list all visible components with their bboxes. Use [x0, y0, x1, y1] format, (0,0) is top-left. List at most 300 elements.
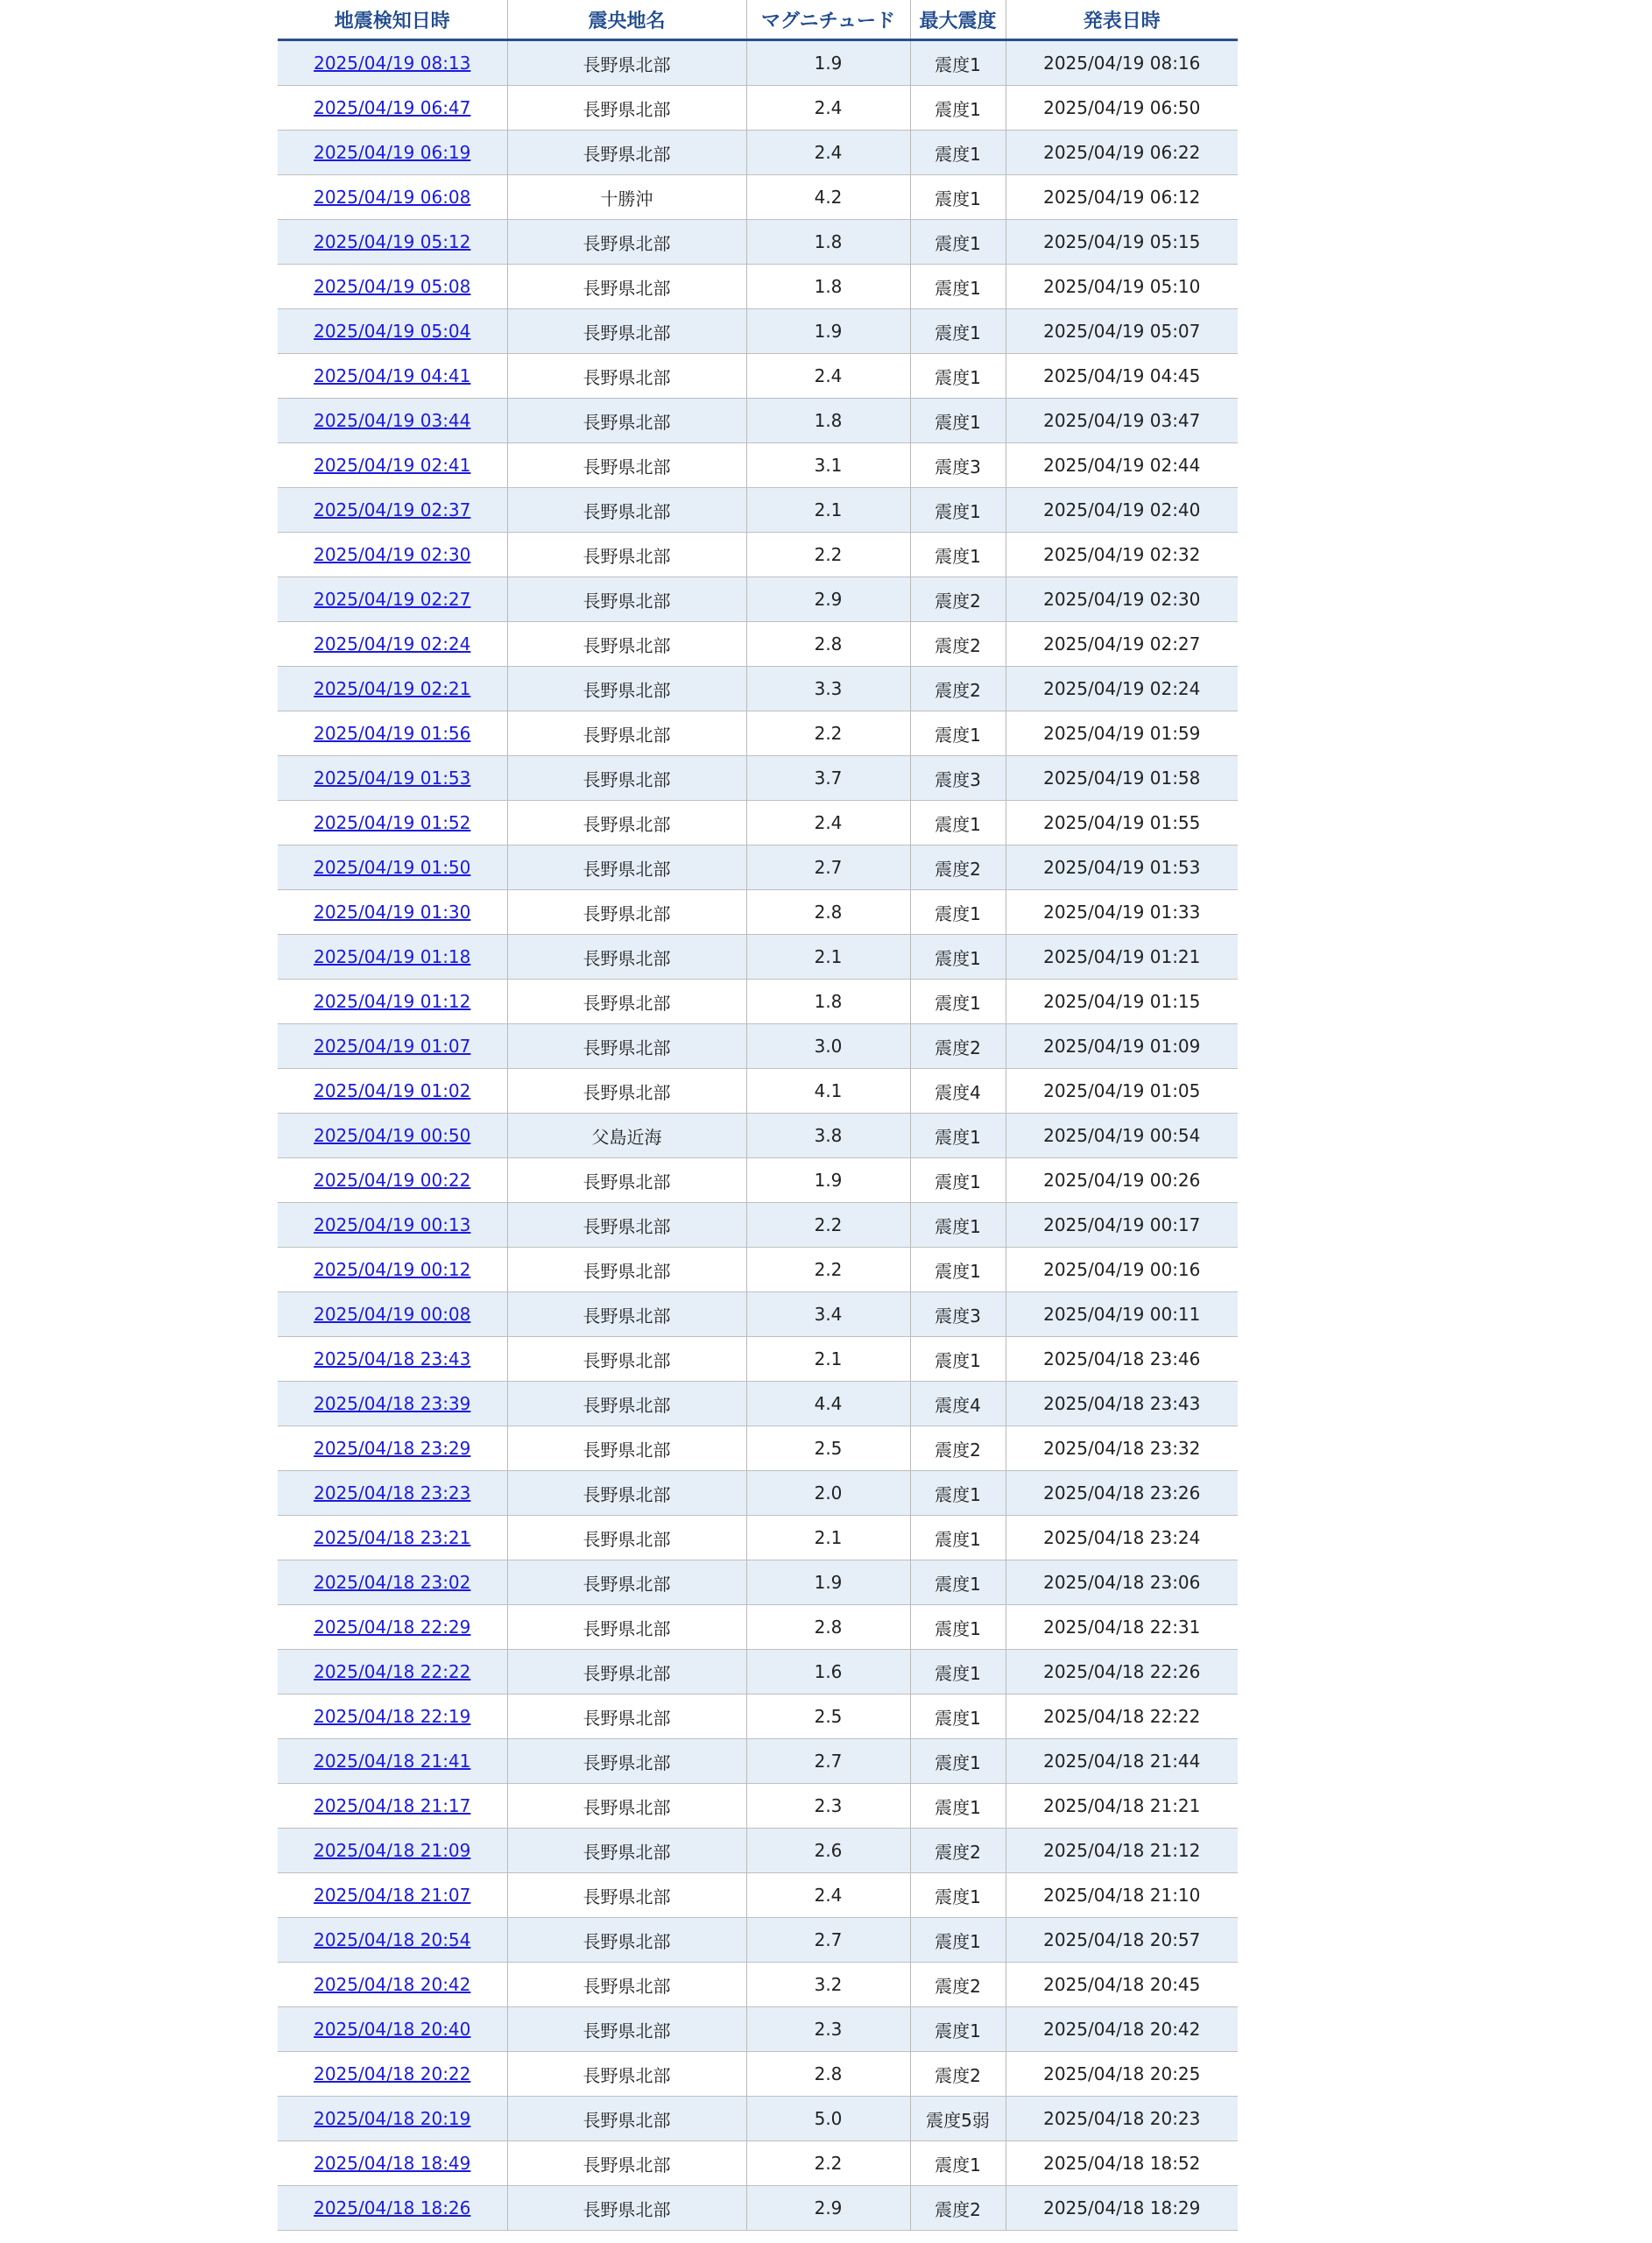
max-intensity-cell: 震度2 [910, 1024, 1006, 1069]
table-row [278, 399, 1238, 443]
epicenter-cell: 長野県北部 [507, 1203, 746, 1248]
detect-time-cell [278, 443, 507, 488]
table-row [278, 86, 1238, 131]
table-row [278, 533, 1238, 577]
detect-time-cell [278, 1203, 507, 1248]
detect-time-cell [278, 622, 507, 667]
magnitude-cell: 2.5 [746, 1426, 910, 1471]
detect-time-cell [278, 1471, 507, 1516]
max-intensity-cell: 震度2 [910, 846, 1006, 890]
magnitude-cell: 1.6 [746, 1650, 910, 1695]
table-row [278, 711, 1238, 756]
announce-time-cell: 2025/04/19 00:26 [1006, 1158, 1238, 1203]
magnitude-cell: 1.8 [746, 265, 910, 309]
detect-time-link[interactable]: 2025/04/19 02:30 [314, 544, 471, 565]
announce-time-cell: 2025/04/18 22:31 [1006, 1605, 1238, 1650]
table-body [278, 40, 1238, 2231]
max-intensity-cell: 震度1 [910, 711, 1006, 756]
max-intensity-cell: 震度1 [910, 86, 1006, 131]
detect-time-cell [278, 890, 507, 935]
detect-time-link[interactable]: 2025/04/19 04:41 [314, 365, 471, 386]
announce-time-cell: 2025/04/19 01:09 [1006, 1024, 1238, 1069]
table-row [278, 309, 1238, 354]
announce-time-cell: 2025/04/18 23:43 [1006, 1382, 1238, 1426]
epicenter-cell: 長野県北部 [507, 667, 746, 711]
max-intensity-cell: 震度1 [910, 1560, 1006, 1605]
announce-time-cell: 2025/04/18 23:32 [1006, 1426, 1238, 1471]
table-row [278, 1918, 1238, 1963]
table-row [278, 2186, 1238, 2231]
epicenter-cell: 長野県北部 [507, 935, 746, 980]
max-intensity-cell: 震度1 [910, 1203, 1006, 1248]
header-epicenter: 震央地名 [507, 0, 746, 40]
table-row [278, 1963, 1238, 2007]
magnitude-cell: 3.0 [746, 1024, 910, 1069]
detect-time-cell [278, 1069, 507, 1114]
magnitude-cell: 2.0 [746, 1471, 910, 1516]
epicenter-cell: 長野県北部 [507, 1560, 746, 1605]
detect-time-link[interactable]: 2025/04/19 01:56 [314, 723, 471, 744]
table-row [278, 2052, 1238, 2097]
magnitude-cell: 2.9 [746, 2186, 910, 2231]
detect-time-link[interactable]: 2025/04/19 06:08 [314, 187, 471, 208]
detect-time-cell [278, 846, 507, 890]
detect-time-cell [278, 1963, 507, 2007]
magnitude-cell: 1.9 [746, 1158, 910, 1203]
detect-time-link[interactable]: 2025/04/18 23:23 [314, 1482, 471, 1504]
detect-time-link[interactable]: 2025/04/18 20:54 [314, 1929, 471, 1950]
detect-time-link[interactable]: 2025/04/19 02:21 [314, 678, 471, 699]
max-intensity-cell: 震度2 [910, 1963, 1006, 2007]
announce-time-cell: 2025/04/19 00:54 [1006, 1114, 1238, 1158]
detect-time-cell [278, 1650, 507, 1695]
table-row [278, 577, 1238, 622]
magnitude-cell: 1.8 [746, 980, 910, 1024]
max-intensity-cell: 震度1 [910, 399, 1006, 443]
detect-time-link[interactable]: 2025/04/19 01:12 [314, 991, 471, 1012]
detect-time-cell [278, 980, 507, 1024]
detect-time-link[interactable]: 2025/04/18 21:09 [314, 1840, 471, 1861]
detect-time-cell [278, 131, 507, 175]
detect-time-link[interactable]: 2025/04/19 05:08 [314, 276, 471, 297]
detect-time-cell [278, 711, 507, 756]
magnitude-cell: 2.4 [746, 131, 910, 175]
detect-time-link[interactable]: 2025/04/19 00:08 [314, 1304, 471, 1325]
max-intensity-cell: 震度4 [910, 1382, 1006, 1426]
detect-time-link[interactable]: 2025/04/18 18:49 [314, 2153, 471, 2174]
magnitude-cell: 2.2 [746, 1203, 910, 1248]
announce-time-cell: 2025/04/18 21:44 [1006, 1739, 1238, 1784]
table-row [278, 1829, 1238, 1873]
epicenter-cell: 長野県北部 [507, 2007, 746, 2052]
max-intensity-cell: 震度1 [910, 2007, 1006, 2052]
detect-time-link[interactable]: 2025/04/19 06:19 [314, 142, 471, 163]
epicenter-cell: 長野県北部 [507, 265, 746, 309]
epicenter-cell: 十勝沖 [507, 175, 746, 220]
announce-time-cell: 2025/04/19 02:27 [1006, 622, 1238, 667]
header-detect-time: 地震検知日時 [278, 0, 507, 40]
detect-time-link[interactable]: 2025/04/19 01:07 [314, 1036, 471, 1057]
detect-time-cell [278, 1516, 507, 1560]
detect-time-cell [278, 1695, 507, 1739]
announce-time-cell: 2025/04/19 01:53 [1006, 846, 1238, 890]
detect-time-cell [278, 265, 507, 309]
table-row [278, 1695, 1238, 1739]
max-intensity-cell: 震度1 [910, 935, 1006, 980]
max-intensity-cell: 震度1 [910, 175, 1006, 220]
detect-time-cell [278, 1248, 507, 1292]
detect-time-link[interactable]: 2025/04/19 08:13 [314, 53, 471, 74]
epicenter-cell: 長野県北部 [507, 2097, 746, 2141]
detect-time-link[interactable]: 2025/04/19 01:50 [314, 857, 471, 878]
detect-time-cell [278, 1158, 507, 1203]
epicenter-cell: 長野県北部 [507, 1471, 746, 1516]
epicenter-cell: 長野県北部 [507, 443, 746, 488]
epicenter-cell: 長野県北部 [507, 622, 746, 667]
detect-time-cell [278, 577, 507, 622]
detect-time-link[interactable]: 2025/04/18 20:19 [314, 2108, 471, 2129]
magnitude-cell: 2.4 [746, 354, 910, 399]
epicenter-cell: 長野県北部 [507, 1695, 746, 1739]
max-intensity-cell: 震度3 [910, 443, 1006, 488]
detect-time-link[interactable]: 2025/04/19 05:04 [314, 321, 471, 342]
announce-time-cell: 2025/04/18 18:52 [1006, 2141, 1238, 2186]
detect-time-link[interactable]: 2025/04/19 00:22 [314, 1170, 471, 1191]
detect-time-cell [278, 1605, 507, 1650]
magnitude-cell: 2.7 [746, 1918, 910, 1963]
announce-time-cell: 2025/04/19 05:07 [1006, 309, 1238, 354]
epicenter-cell: 長野県北部 [507, 131, 746, 175]
announce-time-cell: 2025/04/18 23:26 [1006, 1471, 1238, 1516]
detect-time-link[interactable]: 2025/04/18 20:40 [314, 2019, 471, 2040]
magnitude-cell: 2.8 [746, 890, 910, 935]
detect-time-cell [278, 2097, 507, 2141]
announce-time-cell: 2025/04/19 00:17 [1006, 1203, 1238, 1248]
table-row [278, 1069, 1238, 1114]
detect-time-link[interactable]: 2025/04/18 23:39 [314, 1393, 471, 1414]
header-announce-time: 発表日時 [1006, 0, 1238, 40]
announce-time-cell: 2025/04/19 01:05 [1006, 1069, 1238, 1114]
detect-time-cell [278, 756, 507, 801]
magnitude-cell: 3.3 [746, 667, 910, 711]
max-intensity-cell: 震度1 [910, 1695, 1006, 1739]
detect-time-cell [278, 1114, 507, 1158]
max-intensity-cell: 震度1 [910, 131, 1006, 175]
table-header [278, 0, 1238, 40]
table-row [278, 1114, 1238, 1158]
detect-time-link[interactable]: 2025/04/18 22:29 [314, 1617, 471, 1638]
detect-time-link[interactable]: 2025/04/19 02:37 [314, 499, 471, 520]
detect-time-link[interactable]: 2025/04/19 02:27 [314, 589, 471, 610]
magnitude-cell: 2.5 [746, 1695, 910, 1739]
max-intensity-cell: 震度1 [910, 1784, 1006, 1829]
detect-time-cell [278, 2186, 507, 2231]
max-intensity-cell: 震度2 [910, 1829, 1006, 1873]
announce-time-cell: 2025/04/19 02:24 [1006, 667, 1238, 711]
announce-time-cell: 2025/04/19 08:16 [1006, 40, 1238, 86]
announce-time-cell: 2025/04/18 20:45 [1006, 1963, 1238, 2007]
max-intensity-cell: 震度1 [910, 801, 1006, 846]
epicenter-cell: 長野県北部 [507, 1918, 746, 1963]
max-intensity-cell: 震度3 [910, 756, 1006, 801]
detect-time-link[interactable]: 2025/04/19 01:52 [314, 812, 471, 833]
epicenter-cell: 長野県北部 [507, 399, 746, 443]
epicenter-cell: 長野県北部 [507, 2052, 746, 2097]
epicenter-cell: 長野県北部 [507, 1382, 746, 1426]
max-intensity-cell: 震度2 [910, 2052, 1006, 2097]
epicenter-cell: 父島近海 [507, 1114, 746, 1158]
detect-time-cell [278, 801, 507, 846]
detect-time-cell [278, 1024, 507, 1069]
magnitude-cell: 3.1 [746, 443, 910, 488]
announce-time-cell: 2025/04/18 21:12 [1006, 1829, 1238, 1873]
max-intensity-cell: 震度1 [910, 890, 1006, 935]
header-row [278, 0, 1238, 40]
magnitude-cell: 3.7 [746, 756, 910, 801]
header-max-intensity: 最大震度 [910, 0, 1006, 40]
epicenter-cell: 長野県北部 [507, 1784, 746, 1829]
announce-time-cell: 2025/04/19 05:15 [1006, 220, 1238, 265]
magnitude-cell: 5.0 [746, 2097, 910, 2141]
max-intensity-cell: 震度1 [910, 1114, 1006, 1158]
magnitude-cell: 1.8 [746, 220, 910, 265]
detect-time-cell [278, 354, 507, 399]
detect-time-link[interactable]: 2025/04/18 23:29 [314, 1438, 471, 1459]
detect-time-link[interactable]: 2025/04/18 21:41 [314, 1751, 471, 1772]
table-row [278, 131, 1238, 175]
epicenter-cell: 長野県北部 [507, 533, 746, 577]
table-row [278, 1158, 1238, 1203]
detect-time-cell [278, 1739, 507, 1784]
epicenter-cell: 長野県北部 [507, 846, 746, 890]
magnitude-cell: 2.7 [746, 1739, 910, 1784]
announce-time-cell: 2025/04/19 01:33 [1006, 890, 1238, 935]
max-intensity-cell: 震度1 [910, 1873, 1006, 1918]
announce-time-cell: 2025/04/18 23:06 [1006, 1560, 1238, 1605]
magnitude-cell: 3.8 [746, 1114, 910, 1158]
max-intensity-cell: 震度1 [910, 1650, 1006, 1695]
detect-time-link[interactable]: 2025/04/18 23:43 [314, 1348, 471, 1369]
detect-time-cell [278, 1382, 507, 1426]
epicenter-cell: 長野県北部 [507, 711, 746, 756]
announce-time-cell: 2025/04/18 21:10 [1006, 1873, 1238, 1918]
table-row [278, 667, 1238, 711]
epicenter-cell: 長野県北部 [507, 756, 746, 801]
detect-time-link[interactable]: 2025/04/18 22:22 [314, 1661, 471, 1682]
table-row [278, 622, 1238, 667]
epicenter-cell: 長野県北部 [507, 1024, 746, 1069]
epicenter-cell: 長野県北部 [507, 1516, 746, 1560]
epicenter-cell: 長野県北部 [507, 801, 746, 846]
max-intensity-cell: 震度1 [910, 1739, 1006, 1784]
detect-time-link[interactable]: 2025/04/19 03:44 [314, 410, 471, 431]
table-row [278, 265, 1238, 309]
detect-time-link[interactable]: 2025/04/19 02:41 [314, 455, 471, 476]
detect-time-cell [278, 1784, 507, 1829]
table-row [278, 1650, 1238, 1695]
header-magnitude: マグニチュード [746, 0, 910, 40]
magnitude-cell: 4.2 [746, 175, 910, 220]
detect-time-link[interactable]: 2025/04/18 22:19 [314, 1706, 471, 1727]
table-row [278, 175, 1238, 220]
max-intensity-cell: 震度1 [910, 1918, 1006, 1963]
announce-time-cell: 2025/04/18 20:25 [1006, 2052, 1238, 2097]
announce-time-cell: 2025/04/18 23:24 [1006, 1516, 1238, 1560]
detect-time-link[interactable]: 2025/04/19 01:53 [314, 768, 471, 789]
detect-time-link[interactable]: 2025/04/19 06:47 [314, 97, 471, 118]
max-intensity-cell: 震度1 [910, 265, 1006, 309]
announce-time-cell: 2025/04/19 02:30 [1006, 577, 1238, 622]
detect-time-link[interactable]: 2025/04/18 20:42 [314, 1974, 471, 1995]
magnitude-cell: 2.3 [746, 2007, 910, 2052]
magnitude-cell: 2.1 [746, 1337, 910, 1382]
announce-time-cell: 2025/04/18 20:23 [1006, 2097, 1238, 2141]
detect-time-link[interactable]: 2025/04/19 01:30 [314, 902, 471, 923]
table-row [278, 1873, 1238, 1918]
max-intensity-cell: 震度1 [910, 1471, 1006, 1516]
epicenter-cell: 長野県北部 [507, 40, 746, 86]
announce-time-cell: 2025/04/19 03:47 [1006, 399, 1238, 443]
detect-time-cell [278, 935, 507, 980]
table-row [278, 1605, 1238, 1650]
detect-time-link[interactable]: 2025/04/19 01:18 [314, 946, 471, 967]
table-row [278, 1337, 1238, 1382]
announce-time-cell: 2025/04/18 23:46 [1006, 1337, 1238, 1382]
epicenter-cell: 長野県北部 [507, 577, 746, 622]
max-intensity-cell: 震度2 [910, 622, 1006, 667]
max-intensity-cell: 震度1 [910, 1337, 1006, 1382]
detect-time-cell [278, 1292, 507, 1337]
max-intensity-cell: 震度5弱 [910, 2097, 1006, 2141]
announce-time-cell: 2025/04/18 22:26 [1006, 1650, 1238, 1695]
magnitude-cell: 2.3 [746, 1784, 910, 1829]
epicenter-cell: 長野県北部 [507, 1963, 746, 2007]
max-intensity-cell: 震度1 [910, 2141, 1006, 2186]
table-row [278, 2141, 1238, 2186]
max-intensity-cell: 震度1 [910, 1605, 1006, 1650]
detect-time-cell [278, 220, 507, 265]
magnitude-cell: 3.4 [746, 1292, 910, 1337]
announce-time-cell: 2025/04/19 06:22 [1006, 131, 1238, 175]
epicenter-cell: 長野県北部 [507, 1158, 746, 1203]
max-intensity-cell: 震度2 [910, 577, 1006, 622]
magnitude-cell: 2.9 [746, 577, 910, 622]
detect-time-cell [278, 1560, 507, 1605]
detect-time-cell [278, 533, 507, 577]
announce-time-cell: 2025/04/19 00:16 [1006, 1248, 1238, 1292]
detect-time-link[interactable]: 2025/04/18 23:02 [314, 1572, 471, 1593]
epicenter-cell: 長野県北部 [507, 2141, 746, 2186]
detect-time-cell [278, 175, 507, 220]
magnitude-cell: 2.1 [746, 488, 910, 533]
epicenter-cell: 長野県北部 [507, 1605, 746, 1650]
table-row [278, 1248, 1238, 1292]
magnitude-cell: 2.6 [746, 1829, 910, 1873]
magnitude-cell: 1.9 [746, 40, 910, 86]
announce-time-cell: 2025/04/19 02:32 [1006, 533, 1238, 577]
magnitude-cell: 2.7 [746, 846, 910, 890]
magnitude-cell: 1.9 [746, 309, 910, 354]
detect-time-cell [278, 1829, 507, 1873]
magnitude-cell: 2.8 [746, 2052, 910, 2097]
detect-time-link[interactable]: 2025/04/19 02:24 [314, 633, 471, 655]
table-row [278, 220, 1238, 265]
detect-time-cell [278, 40, 507, 86]
detect-time-cell [278, 1426, 507, 1471]
epicenter-cell: 長野県北部 [507, 890, 746, 935]
announce-time-cell: 2025/04/19 01:15 [1006, 980, 1238, 1024]
detect-time-cell [278, 1337, 507, 1382]
announce-time-cell: 2025/04/19 02:44 [1006, 443, 1238, 488]
detect-time-cell [278, 1918, 507, 1963]
max-intensity-cell: 震度1 [910, 1248, 1006, 1292]
detect-time-link[interactable]: 2025/04/18 23:21 [314, 1527, 471, 1548]
epicenter-cell: 長野県北部 [507, 1292, 746, 1337]
epicenter-cell: 長野県北部 [507, 1829, 746, 1873]
table-row [278, 801, 1238, 846]
detect-time-cell [278, 2141, 507, 2186]
announce-time-cell: 2025/04/19 01:21 [1006, 935, 1238, 980]
max-intensity-cell: 震度1 [910, 980, 1006, 1024]
announce-time-cell: 2025/04/18 18:29 [1006, 2186, 1238, 2231]
detect-time-link[interactable]: 2025/04/19 00:12 [314, 1259, 471, 1280]
table-row [278, 1784, 1238, 1829]
announce-time-cell: 2025/04/18 22:22 [1006, 1695, 1238, 1739]
epicenter-cell: 長野県北部 [507, 309, 746, 354]
detect-time-link[interactable]: 2025/04/19 00:13 [314, 1214, 471, 1235]
table-row [278, 1024, 1238, 1069]
max-intensity-cell: 震度1 [910, 220, 1006, 265]
magnitude-cell: 2.8 [746, 1605, 910, 1650]
announce-time-cell: 2025/04/19 01:55 [1006, 801, 1238, 846]
detect-time-link[interactable]: 2025/04/19 00:50 [314, 1125, 471, 1146]
magnitude-cell: 2.2 [746, 711, 910, 756]
announce-time-cell: 2025/04/18 20:42 [1006, 2007, 1238, 2052]
magnitude-cell: 2.1 [746, 1516, 910, 1560]
detect-time-cell [278, 309, 507, 354]
max-intensity-cell: 震度1 [910, 488, 1006, 533]
detect-time-cell [278, 86, 507, 131]
epicenter-cell: 長野県北部 [507, 1069, 746, 1114]
table-row [278, 980, 1238, 1024]
epicenter-cell: 長野県北部 [507, 220, 746, 265]
announce-time-cell: 2025/04/19 02:40 [1006, 488, 1238, 533]
table-row [278, 1471, 1238, 1516]
announce-time-cell: 2025/04/19 05:10 [1006, 265, 1238, 309]
detect-time-link[interactable]: 2025/04/19 01:02 [314, 1080, 471, 1101]
detect-time-cell [278, 488, 507, 533]
magnitude-cell: 2.2 [746, 1248, 910, 1292]
detect-time-cell [278, 399, 507, 443]
epicenter-cell: 長野県北部 [507, 1426, 746, 1471]
magnitude-cell: 2.4 [746, 86, 910, 131]
detect-time-link[interactable]: 2025/04/18 21:17 [314, 1795, 471, 1816]
detect-time-cell [278, 1873, 507, 1918]
detect-time-link[interactable]: 2025/04/19 05:12 [314, 231, 471, 252]
magnitude-cell: 4.1 [746, 1069, 910, 1114]
magnitude-cell: 2.2 [746, 533, 910, 577]
table-row [278, 935, 1238, 980]
max-intensity-cell: 震度3 [910, 1292, 1006, 1337]
detect-time-link[interactable]: 2025/04/18 18:26 [314, 2197, 471, 2218]
table-row [278, 1203, 1238, 1248]
table-row [278, 1560, 1238, 1605]
detect-time-link[interactable]: 2025/04/18 21:07 [314, 1885, 471, 1906]
detect-time-link[interactable]: 2025/04/18 20:22 [314, 2063, 471, 2084]
table-row [278, 890, 1238, 935]
table-row [278, 354, 1238, 399]
magnitude-cell: 3.2 [746, 1963, 910, 2007]
